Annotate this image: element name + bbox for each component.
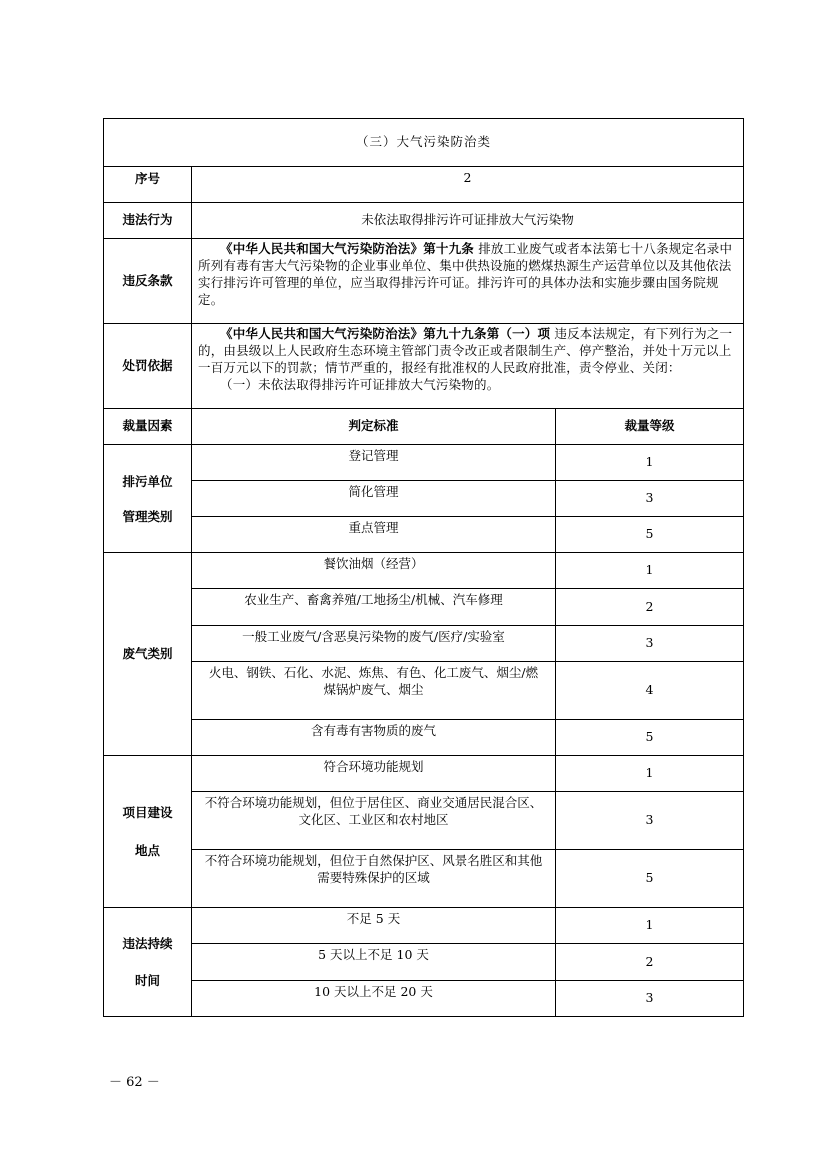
standard-cell: 5 天以上不足 10 天 <box>192 944 556 981</box>
grade-cell: 2 <box>556 944 744 981</box>
standard-cell: 重点管理 <box>192 517 556 553</box>
serial-label: 序号 <box>104 167 192 203</box>
header-factor: 裁量因素 <box>104 409 192 445</box>
serial-value: 2 <box>192 167 744 203</box>
standard-cell: 餐饮油烟（经营） <box>192 553 556 589</box>
penalty-table <box>103 118 744 1017</box>
table-row <box>104 720 744 756</box>
standard-cell: 含有毒有害物质的废气 <box>192 720 556 756</box>
grade-cell: 5 <box>556 720 744 756</box>
basis-law: 《中华人民共和国大气污染防治法》第九十九条第（一）项 <box>220 326 551 341</box>
standard-cell: 火电、钢铁、石化、水泥、炼焦、有色、化工废气、烟尘/燃煤锅炉废气、烟尘 <box>192 662 556 720</box>
basis-text <box>192 324 744 409</box>
table-row <box>104 589 744 626</box>
header-standard: 判定标准 <box>192 409 556 445</box>
table-row <box>104 517 744 553</box>
factor-label-line: 废气类别 <box>122 646 173 662</box>
table-row <box>104 850 744 908</box>
grade-cell: 3 <box>556 792 744 850</box>
clause-text <box>192 239 744 324</box>
table-row <box>104 908 744 944</box>
violation-value: 未依法取得排污许可证排放大气污染物 <box>192 203 744 239</box>
table-row <box>104 981 744 1017</box>
factor-label-line: 违法持续 <box>122 935 173 951</box>
factor-label <box>104 908 192 1017</box>
factor-label-line: 地点 <box>134 842 160 858</box>
standard-cell: 简化管理 <box>192 481 556 517</box>
grade-cell: 3 <box>556 626 744 662</box>
standard-cell: 一般工业废气/含恶臭污染物的废气/医疗/实验室 <box>192 626 556 662</box>
table-row <box>104 626 744 662</box>
basis-label: 处罚依据 <box>104 324 192 409</box>
factor-label <box>104 756 192 908</box>
factor-label-line: 项目建设 <box>122 805 173 820</box>
table-row <box>104 481 744 517</box>
header-grade: 裁量等级 <box>556 409 744 445</box>
table-row <box>104 944 744 981</box>
standard-cell: 10 天以上不足 20 天 <box>192 981 556 1017</box>
clause-body: 排放工业废气或者本法第七十八条规定名录中所列有毒有害大气污染物的企业事业单位、集中供热设施的燃煤热源生产运营单位以及其他依法实行排污许可管理的单位，应当取得排污许可证。排污许可的具体办法和实施步骤由国务院规定。 <box>198 241 733 307</box>
basis-body: 违反本法规定，有下列行为之一的，由县级以上人民政府生态环境主管部门责令改正或者限制生产、停产整治，并处十万元以上一百万元以下的罚款；情节严重的，报经有批准权的人民政府批准，责令停业、关闭： <box>198 326 733 375</box>
table-row <box>104 445 744 481</box>
violation-label: 违法行为 <box>104 203 192 239</box>
grade-cell: 2 <box>556 589 744 626</box>
factor-label <box>104 553 192 756</box>
clause-law: 《中华人民共和国大气污染防治法》第十九条 <box>220 241 475 256</box>
standard-cell: 不足 5 天 <box>192 908 556 944</box>
grade-cell: 1 <box>556 908 744 944</box>
factor-label-line: 管理类别 <box>122 508 173 524</box>
grade-cell: 3 <box>556 481 744 517</box>
page-number: － 62 － <box>109 1075 160 1090</box>
grade-cell: 3 <box>556 981 744 1017</box>
grade-cell: 5 <box>556 517 744 553</box>
factor-label-line: 排污单位 <box>122 473 173 489</box>
factor-label-line: 时间 <box>134 973 160 988</box>
grade-cell: 1 <box>556 756 744 792</box>
basis-item: （一）未依法取得排污许可证排放大气污染物的。 <box>220 376 500 392</box>
discretion-rows <box>104 445 744 1017</box>
section-title: （三）大气污染防治类 <box>104 119 744 167</box>
standard-cell: 登记管理 <box>192 445 556 481</box>
table-row <box>104 553 744 589</box>
table-row <box>104 792 744 850</box>
table-row <box>104 756 744 792</box>
grade-cell: 5 <box>556 850 744 908</box>
grade-cell: 1 <box>556 553 744 589</box>
grade-cell: 1 <box>556 445 744 481</box>
factor-label <box>104 445 192 553</box>
table-row <box>104 662 744 720</box>
standard-cell: 不符合环境功能规划，但位于居住区、商业交通居民混合区、文化区、工业区和农村地区 <box>192 792 556 850</box>
standard-cell: 符合环境功能规划 <box>192 756 556 792</box>
standard-cell: 农业生产、畜禽养殖/工地扬尘/机械、汽车修理 <box>192 589 556 626</box>
clause-label: 违反条款 <box>104 239 192 324</box>
standard-cell: 不符合环境功能规划，但位于自然保护区、风景名胜区和其他需要特殊保护的区域 <box>192 850 556 908</box>
grade-cell: 4 <box>556 662 744 720</box>
